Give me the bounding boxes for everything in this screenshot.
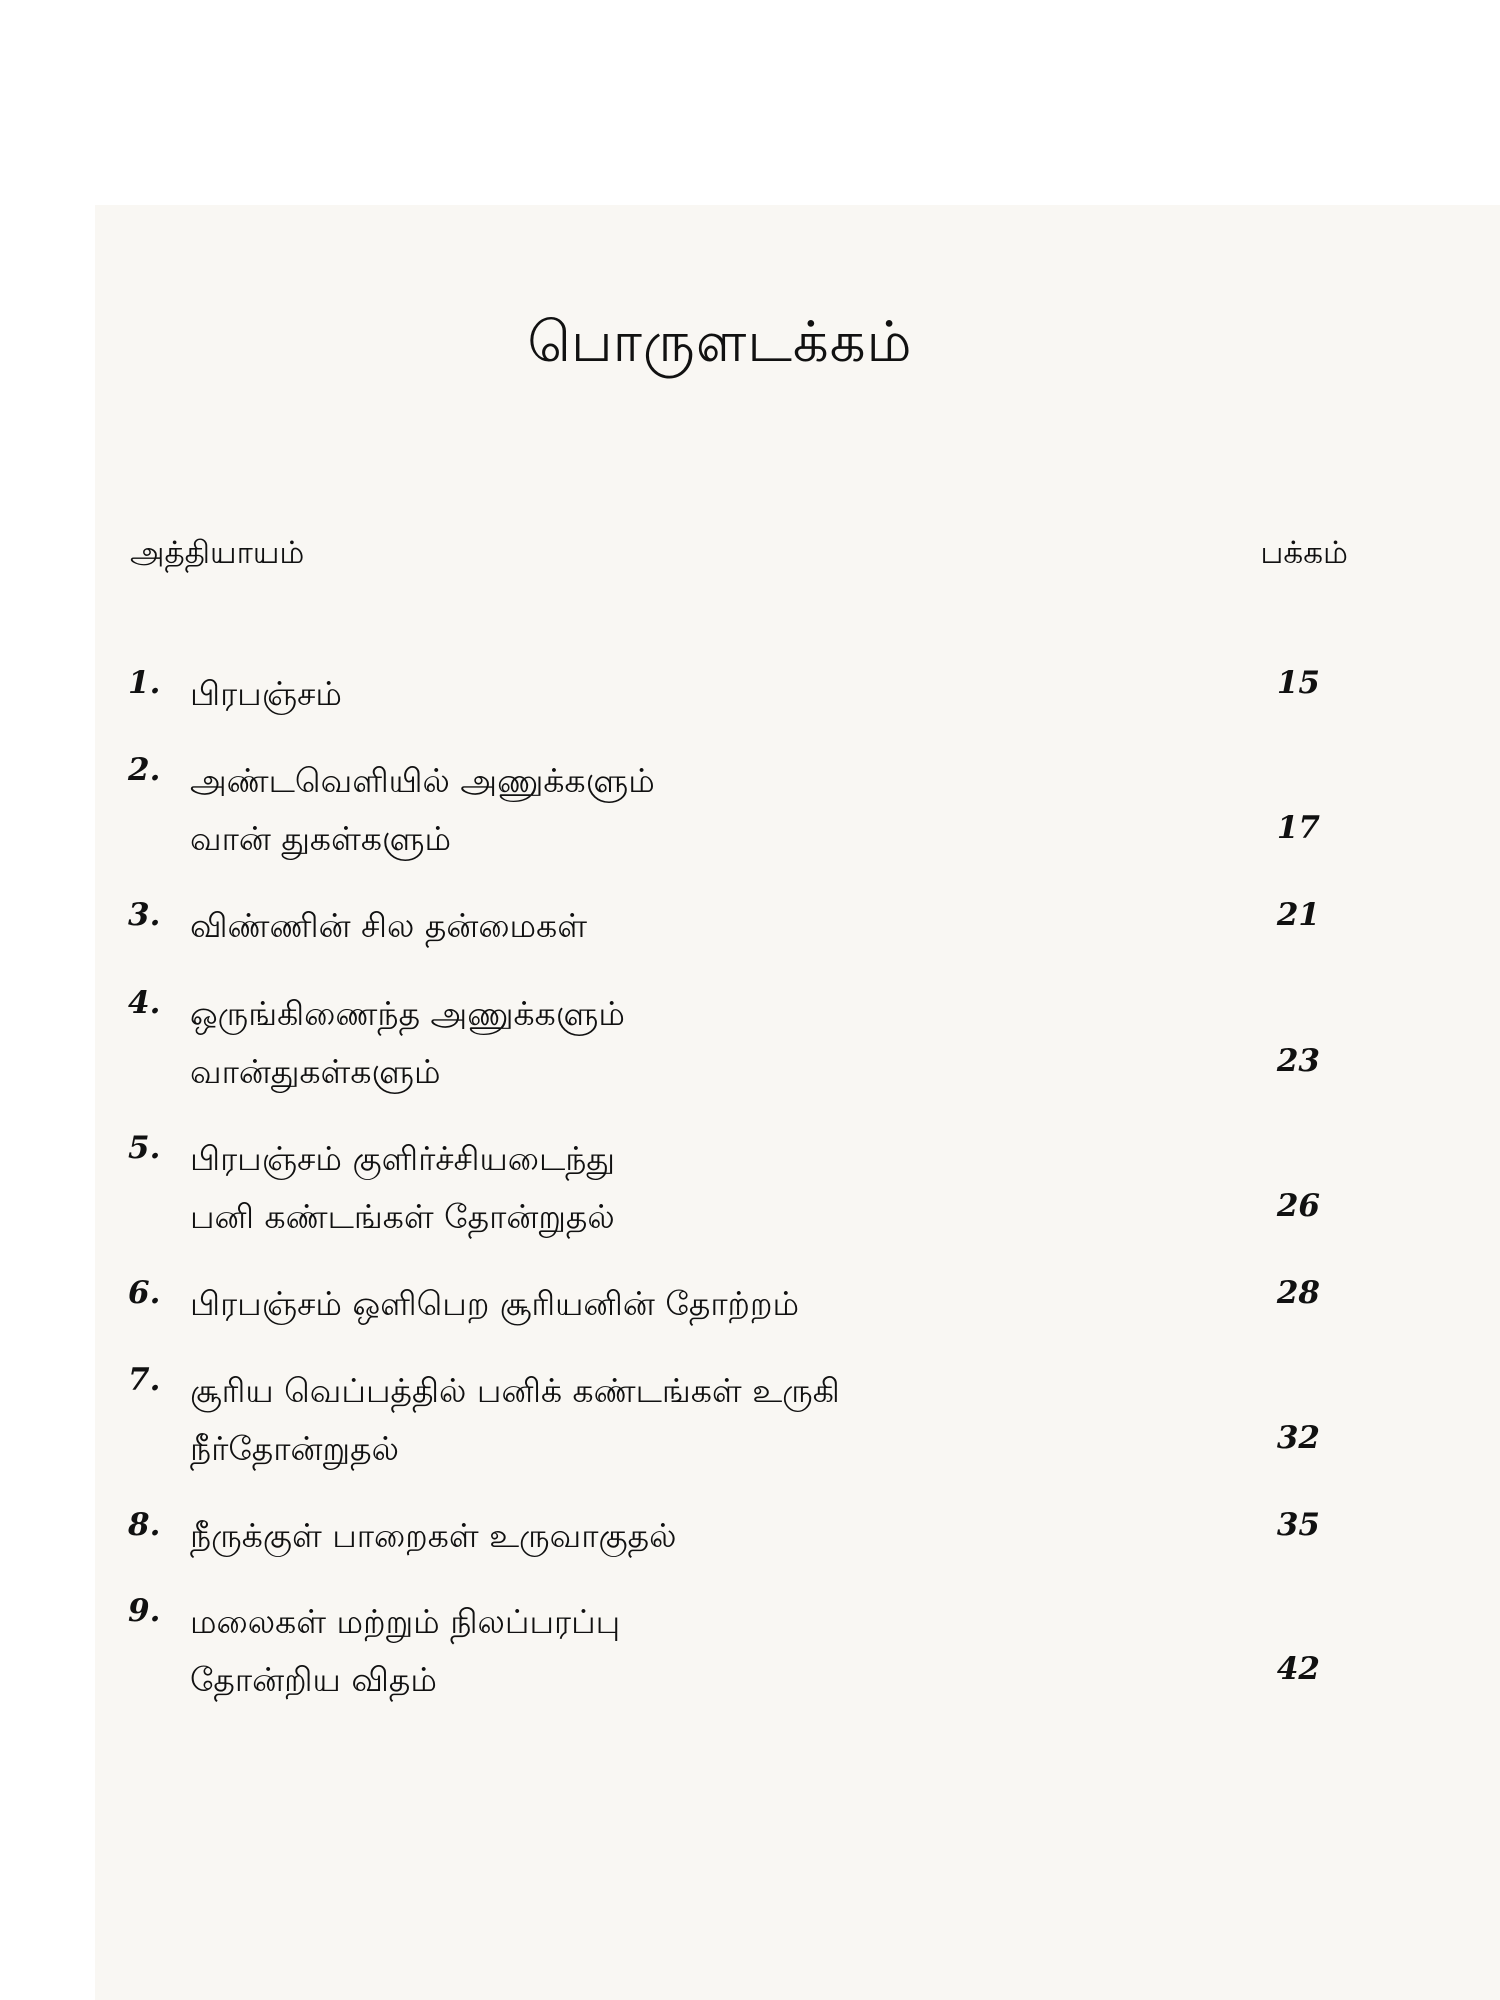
- page-number: 28: [1276, 1275, 1320, 1311]
- chapter-title-line: அண்டவெளியில் அணுக்களும்: [190, 761, 655, 800]
- chapter-title: [190, 1275, 1090, 1333]
- chapter-number: 6.: [128, 1275, 161, 1311]
- chapter-title: [190, 1130, 1090, 1246]
- chapter-number: 4.: [128, 985, 161, 1021]
- chapter-title-line: நீருக்குள் பாறைகள் உருவாகுதல்: [190, 1516, 677, 1555]
- chapter-title-line: வான் துகள்களும்: [190, 819, 452, 858]
- chapter-title: [190, 752, 1090, 868]
- chapter-number: 2.: [128, 752, 161, 788]
- page-number: 15: [1276, 665, 1320, 701]
- chapter-title-line: பிரபஞ்சம் குளிர்ச்சியடைந்து: [190, 1139, 616, 1178]
- chapter-title-line: தோன்றிய விதம்: [190, 1660, 437, 1699]
- page-number: 42: [1276, 1651, 1320, 1687]
- chapter-title-line: நீர்தோன்றுதல்: [190, 1429, 400, 1468]
- chapter-title-line: பிரபஞ்சம்: [190, 674, 342, 713]
- chapter-title: [190, 665, 1090, 723]
- chapter-title-line: மலைகள் மற்றும் நிலப்பரப்பு: [190, 1602, 621, 1641]
- chapter-title-line: ஒருங்கிணைந்த அணுக்களும்: [190, 994, 625, 1033]
- chapter-title: [190, 1362, 1090, 1478]
- page-number: 32: [1276, 1420, 1320, 1456]
- page-number: 17: [1276, 810, 1320, 846]
- page-title: பொருளடக்கம்: [527, 310, 913, 375]
- chapter-title-line: பனி கண்டங்கள் தோன்றுதல்: [190, 1197, 615, 1236]
- page-sheet: [95, 205, 1500, 2000]
- page-number: 23: [1276, 1043, 1320, 1079]
- chapter-title-line: விண்ணின் சில தன்மைகள்: [190, 906, 587, 945]
- chapter-title: [190, 897, 1090, 955]
- chapter-number: 5.: [128, 1130, 161, 1166]
- chapter-number: 8.: [128, 1507, 161, 1543]
- chapter-title: [190, 1593, 1090, 1709]
- page-number: 35: [1276, 1507, 1320, 1543]
- chapter-number: 1.: [128, 665, 161, 701]
- chapter-title-line: பிரபஞ்சம் ஒளிபெற சூரியனின் தோற்றம்: [190, 1284, 800, 1323]
- chapter-title: [190, 985, 1090, 1101]
- chapter-number: 7.: [128, 1362, 161, 1398]
- page-column-header: பக்கம்: [1260, 535, 1348, 571]
- chapter-title-line: வான்துகள்களும்: [190, 1052, 441, 1091]
- chapter-number: 9.: [128, 1593, 161, 1629]
- chapter-title-line: சூரிய வெப்பத்தில் பனிக் கண்டங்கள் உருகி: [190, 1371, 840, 1410]
- chapter-title: [190, 1507, 1090, 1565]
- page-number: 26: [1276, 1188, 1320, 1224]
- page-number: 21: [1276, 897, 1320, 933]
- chapter-number: 3.: [128, 897, 161, 933]
- chapter-column-header: அத்தியாயம்: [130, 535, 305, 571]
